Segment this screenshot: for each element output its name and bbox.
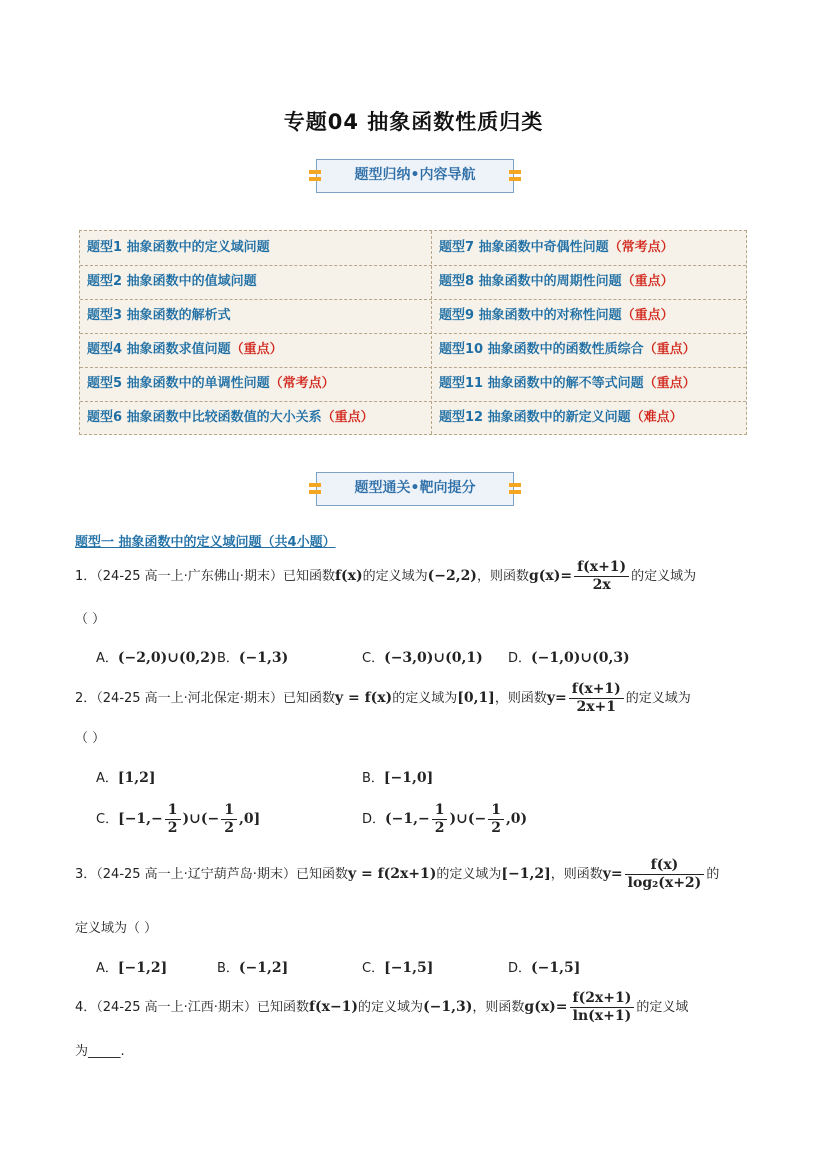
- nav-banner: [316, 159, 514, 193]
- option-value: (−2,0)∪(0,2): [117, 650, 217, 666]
- math-expr: f(x): [334, 568, 363, 584]
- numerator: 1: [432, 802, 448, 820]
- topic-tag: （重点）: [321, 410, 374, 425]
- option-value: (−1,−: [385, 811, 430, 827]
- option-label: C．: [96, 812, 119, 827]
- option-label: A．: [96, 651, 118, 666]
- question-stem: 3．（24-25 高一上·辽宁葫芦岛·期末）已知函数: [75, 867, 348, 882]
- question-text: 的定义域为: [362, 569, 428, 584]
- question-text: 的定义域: [636, 1000, 689, 1015]
- fraction: [488, 802, 504, 837]
- question-text: ，则函数: [550, 867, 603, 882]
- option-label: B．: [362, 771, 384, 786]
- page-title: 专题04 抽象函数性质归类: [283, 110, 544, 134]
- answer-blank: （ ）: [75, 731, 106, 746]
- denominator: 2x: [592, 577, 611, 593]
- practice-banner-label: 题型通关•靶向提分: [354, 480, 476, 496]
- math-expr: y = f(x): [334, 690, 393, 706]
- denominator: log₂(x+2): [627, 875, 702, 891]
- denominator: 2: [434, 820, 445, 836]
- topic-tag: （常考点）: [269, 376, 335, 391]
- numerator: 1: [488, 802, 504, 820]
- question-stem: 2．（24-25 高一上·河北保定·期末）已知函数: [75, 691, 335, 706]
- denominator: 2: [224, 820, 234, 836]
- option-value: ,0): [505, 811, 528, 827]
- option-label: A．: [96, 961, 118, 976]
- option-b[interactable]: [217, 957, 288, 976]
- topic-link-9[interactable]: [432, 299, 674, 333]
- topic-tag: （常考点）: [608, 240, 674, 255]
- option-value: (−1,2]: [238, 960, 289, 976]
- topic-label: 题型5 抽象函数中的单调性问题: [87, 376, 270, 391]
- question-2: [75, 681, 691, 716]
- topic-link-6[interactable]: [80, 401, 374, 435]
- topic-link-8[interactable]: [432, 265, 674, 299]
- banner-left-decoration: [309, 482, 321, 496]
- math-expr: y=: [546, 690, 567, 706]
- fraction: [165, 802, 181, 837]
- topic-tag: （难点）: [630, 410, 683, 425]
- topic-link-1[interactable]: [80, 231, 270, 265]
- denominator: 2x+1: [576, 699, 617, 715]
- option-a[interactable]: [96, 767, 156, 786]
- section-heading: 题型一 抽象函数中的定义域问题（共4小题）: [75, 535, 336, 550]
- fraction: [569, 681, 624, 716]
- topic-label: 题型1 抽象函数中的定义域问题: [87, 240, 270, 255]
- option-value: )∪(−: [449, 811, 487, 827]
- question-text: 定义域为（ ）: [75, 921, 158, 936]
- math-expr: [0,1]: [457, 690, 495, 706]
- option-label: B．: [217, 651, 239, 666]
- denominator: 2: [491, 820, 501, 836]
- option-label: C．: [362, 651, 385, 666]
- numerator: f(x+1): [574, 559, 629, 577]
- math-expr: g(x)=: [524, 999, 568, 1015]
- option-label: A．: [96, 771, 118, 786]
- fraction: [221, 802, 237, 837]
- option-c[interactable]: [362, 647, 483, 666]
- question-text: 的定义域为: [625, 691, 691, 706]
- option-c[interactable]: [96, 802, 260, 837]
- question-text: ，则函数: [494, 691, 547, 706]
- topic-tag: （重点）: [230, 342, 283, 357]
- math-expr: (−1,3): [423, 999, 473, 1015]
- nav-banner-label: 题型归纳•内容导航: [354, 167, 476, 183]
- option-value: [−1,0]: [383, 770, 434, 786]
- option-value: (−1,3): [238, 650, 289, 666]
- topic-label: 题型7 抽象函数中奇偶性问题: [439, 240, 609, 255]
- fraction: [432, 802, 448, 837]
- option-value: [1,2]: [117, 770, 156, 786]
- option-value: [−1,5]: [384, 960, 434, 976]
- option-value: (−3,0)∪(0,1): [384, 650, 483, 666]
- question-text: 的定义域为: [392, 691, 458, 706]
- topic-link-7[interactable]: [432, 231, 674, 265]
- question-text: ，则函数: [476, 569, 529, 584]
- topic-tag: （重点）: [643, 376, 696, 391]
- option-value: ,0]: [239, 811, 261, 827]
- question-stem: 1．（24-25 高一上·广东佛山·期末）已知函数: [75, 569, 335, 584]
- banner-right-decoration: [509, 482, 521, 496]
- topic-link-11[interactable]: [432, 367, 696, 401]
- topic-link-5[interactable]: [80, 367, 335, 401]
- denominator: 2: [167, 820, 178, 836]
- banner-left-decoration: [309, 169, 321, 183]
- option-label: D．: [508, 651, 532, 666]
- topic-label: 题型2 抽象函数中的值域问题: [87, 274, 257, 289]
- topic-tag: （重点）: [621, 274, 674, 289]
- math-expr: y=: [602, 866, 623, 882]
- question-1: [75, 559, 696, 594]
- math-expr: g(x)=: [528, 568, 573, 584]
- answer-blank[interactable]: 为_____.: [75, 1044, 125, 1059]
- fraction: [570, 990, 635, 1025]
- option-value: [−1,−: [118, 811, 163, 827]
- topic-label: 题型9 抽象函数中的对称性问题: [439, 308, 622, 323]
- option-value: (−1,0)∪(0,3): [531, 650, 630, 666]
- banner-right-decoration: [509, 169, 521, 183]
- fraction: [574, 559, 629, 594]
- question-text: 的定义域为: [631, 569, 697, 584]
- fraction: [625, 857, 705, 892]
- option-label: D．: [508, 961, 532, 976]
- topic-link-12[interactable]: [432, 401, 683, 435]
- math-expr: [−1,2]: [501, 866, 551, 882]
- option-a[interactable]: [96, 957, 167, 976]
- practice-banner: [316, 472, 514, 506]
- topic-link-3[interactable]: [80, 299, 231, 333]
- topic-label: 题型10 抽象函数中的函数性质综合: [439, 342, 644, 357]
- topic-link-2[interactable]: [80, 265, 257, 299]
- numerator: 1: [221, 802, 237, 820]
- math-expr: f(x−1): [308, 999, 359, 1015]
- topic-label: 题型3 抽象函数的解析式: [87, 308, 231, 323]
- question-4: [75, 990, 688, 1025]
- numerator: f(x): [625, 857, 705, 875]
- topic-label: 题型6 抽象函数中比较函数值的大小关系: [87, 410, 322, 425]
- option-d[interactable]: [508, 647, 630, 666]
- topic-tag: （重点）: [643, 342, 696, 357]
- question-3: [75, 857, 719, 892]
- topic-label: 题型8 抽象函数中的周期性问题: [439, 274, 622, 289]
- option-a[interactable]: [96, 647, 217, 666]
- option-b[interactable]: [362, 767, 433, 786]
- topic-label: 题型4 抽象函数求值问题: [87, 342, 231, 357]
- option-b[interactable]: [217, 647, 288, 666]
- numerator: f(x+1): [569, 681, 624, 699]
- question-text: 的定义域为: [358, 1000, 424, 1015]
- denominator: ln(x+1): [572, 1008, 632, 1024]
- option-label: C．: [362, 961, 385, 976]
- option-c[interactable]: [362, 957, 433, 976]
- numerator: 1: [165, 802, 181, 820]
- option-value: )∪(−: [182, 811, 220, 827]
- question-text: ，则函数: [472, 1000, 525, 1015]
- option-label: B．: [217, 961, 239, 976]
- question-text: 的定义域为: [436, 867, 502, 882]
- question-stem: 4．（24-25 高一上·江西·期末）已知函数: [75, 1000, 309, 1015]
- topic-label: 题型12 抽象函数中的新定义问题: [439, 410, 631, 425]
- math-expr: (−2,2): [427, 568, 477, 584]
- option-value: (−1,5]: [531, 960, 581, 976]
- option-d[interactable]: [362, 802, 527, 837]
- topic-table: [79, 230, 747, 435]
- question-text: 的: [706, 867, 720, 882]
- topic-tag: （重点）: [621, 308, 674, 323]
- numerator: f(2x+1): [570, 990, 635, 1008]
- math-expr: y = f(2x+1): [347, 866, 437, 882]
- topic-label: 题型11 抽象函数中的解不等式问题: [439, 376, 644, 391]
- option-d[interactable]: [508, 957, 580, 976]
- topic-link-10[interactable]: [432, 333, 696, 367]
- option-label: D．: [362, 812, 386, 827]
- topic-link-4[interactable]: [80, 333, 283, 367]
- option-value: [−1,2]: [117, 960, 168, 976]
- answer-blank: （ ）: [75, 612, 106, 627]
